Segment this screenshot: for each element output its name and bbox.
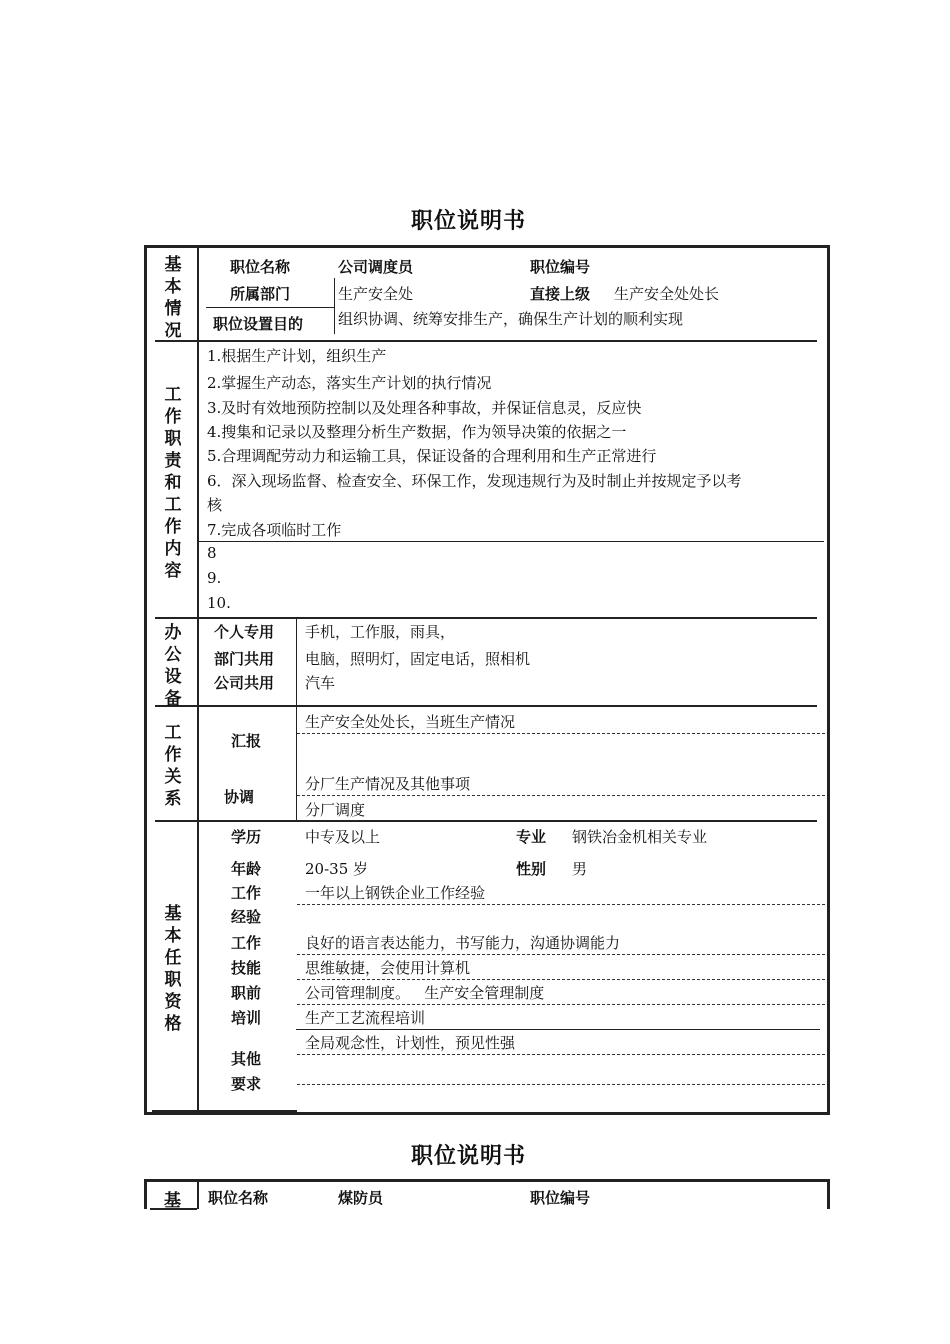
major-label: 专业 bbox=[516, 828, 547, 846]
personal-equipment-label: 个人专用 bbox=[214, 623, 275, 641]
skill-value: 思维敏捷，会使用计算机 bbox=[305, 959, 471, 977]
dashed-line bbox=[297, 1084, 825, 1085]
skill-label: 工作 bbox=[231, 934, 262, 952]
superior-label: 直接上级 bbox=[530, 285, 591, 303]
dashed-line bbox=[297, 954, 825, 955]
coordinate-value: 分厂生产情况及其他事项 bbox=[305, 775, 471, 793]
left-column-divider bbox=[197, 248, 199, 1112]
experience-label: 工作 bbox=[231, 884, 262, 902]
major-value: 钢铁冶金机相关专业 bbox=[572, 828, 708, 846]
duty-item: 10. bbox=[207, 594, 231, 612]
personal-equipment-value: 手机，工作服，雨具， bbox=[305, 623, 456, 641]
duty-item: 9. bbox=[207, 569, 222, 587]
basic-label-divider bbox=[334, 278, 335, 334]
company-equipment-label: 公司共用 bbox=[214, 674, 275, 692]
company-equipment-value: 汽车 bbox=[305, 674, 336, 692]
coordinate-value: 分厂调度 bbox=[305, 801, 366, 819]
education-label: 学历 bbox=[231, 828, 262, 846]
superior-value: 生产安全处处长 bbox=[614, 285, 720, 303]
other-value: 全局观念性，计划性，预见性强 bbox=[305, 1034, 516, 1052]
dept-equipment-label: 部门共用 bbox=[214, 650, 275, 668]
coordinate-label: 协调 bbox=[224, 788, 255, 806]
education-value: 中专及以上 bbox=[305, 828, 381, 846]
relations-label-divider bbox=[296, 707, 297, 820]
duty-item: 6．深入现场监督、检查安全、环保工作，发现违规行为及时制止并按规定予以考 bbox=[207, 472, 742, 490]
training-value: 公司管理制度。 生产安全管理制度 bbox=[305, 984, 545, 1002]
form-2-column-divider bbox=[197, 1182, 199, 1209]
department-value: 生产安全处 bbox=[338, 285, 414, 303]
divider-relations bbox=[155, 820, 817, 822]
position-code-label: 职位编号 bbox=[530, 258, 591, 276]
gender-value: 男 bbox=[572, 860, 588, 878]
dashed-line bbox=[297, 795, 825, 796]
divider-duties-mid bbox=[197, 541, 824, 542]
section-relations: 工作关系 bbox=[164, 723, 182, 809]
dashed-line bbox=[297, 733, 825, 734]
duty-item: 3.及时有效地预防控制以及处理各种事故，并保证信息灵，反应快 bbox=[207, 399, 642, 417]
form-frame-2-right bbox=[827, 1179, 830, 1209]
position-name-label: 职位名称 bbox=[230, 258, 291, 276]
basic-label-line bbox=[206, 307, 334, 308]
purpose-label: 职位设置目的 bbox=[213, 315, 304, 333]
experience-value: 一年以上钢铁企业工作经验 bbox=[305, 884, 486, 902]
training-label: 培训 bbox=[231, 1009, 262, 1027]
duty-item: 核 bbox=[207, 496, 223, 514]
duty-item: 4.搜集和记录以及整理分析生产数据，作为领导决策的依据之一 bbox=[207, 423, 627, 441]
divider-line bbox=[296, 1029, 820, 1030]
dept-equipment-value: 电脑，照明灯，固定电话，照相机 bbox=[305, 650, 531, 668]
form-frame-2-left bbox=[144, 1179, 147, 1209]
duty-item: 5.合理调配劳动力和运输工具，保证设备的合理利用和生产正常进行 bbox=[207, 447, 657, 465]
skill-value: 良好的语言表达能力，书写能力，沟通协调能力 bbox=[305, 934, 621, 952]
report-label: 汇报 bbox=[231, 732, 262, 750]
other-label: 要求 bbox=[231, 1075, 262, 1093]
dashed-line bbox=[297, 1004, 825, 1005]
equipment-label-divider bbox=[296, 619, 297, 705]
section-basic: 基本情况 bbox=[164, 255, 182, 341]
other-label: 其他 bbox=[231, 1050, 262, 1068]
age-label: 年龄 bbox=[231, 860, 262, 878]
dashed-line bbox=[297, 1054, 825, 1055]
position-name-label-2: 职位名称 bbox=[208, 1189, 269, 1207]
divider-basic bbox=[155, 340, 817, 342]
gender-label: 性别 bbox=[516, 860, 547, 878]
skill-label: 技能 bbox=[231, 959, 262, 977]
page-title-2: 职位说明书 bbox=[411, 1144, 527, 1169]
position-name-value-2: 煤防员 bbox=[338, 1189, 384, 1207]
position-name-value: 公司调度员 bbox=[338, 258, 414, 276]
duty-item: 7.完成各项临时工作 bbox=[207, 521, 342, 539]
dashed-line bbox=[297, 979, 825, 980]
divider-equipment bbox=[155, 705, 817, 707]
page-title: 职位说明书 bbox=[411, 209, 527, 234]
dashed-line bbox=[297, 904, 825, 905]
section-duties: 工作职责和工作内容 bbox=[164, 385, 182, 581]
duty-item: 1.根据生产计划，组织生产 bbox=[207, 347, 387, 365]
divider-bottom bbox=[152, 1110, 297, 1113]
training-label: 职前 bbox=[231, 984, 262, 1002]
age-value: 20-35 岁 bbox=[305, 860, 369, 878]
section-basic-2: 基 bbox=[164, 1191, 181, 1211]
report-value: 生产安全处处长，当班生产情况 bbox=[305, 713, 516, 731]
position-code-label-2: 职位编号 bbox=[530, 1189, 591, 1207]
department-label: 所属部门 bbox=[230, 285, 291, 303]
divider-duties bbox=[155, 617, 817, 619]
experience-label: 经验 bbox=[231, 908, 262, 926]
duty-item: 8 bbox=[207, 544, 217, 562]
section-equipment: 办公设备 bbox=[164, 623, 182, 709]
purpose-value: 组织协调、统筹安排生产，确保生产计划的顺利实现 bbox=[338, 310, 684, 328]
section-qualifications: 基本任职资格 bbox=[164, 904, 182, 1034]
form-frame-2-top bbox=[144, 1179, 830, 1182]
training-value: 生产工艺流程培训 bbox=[305, 1009, 426, 1027]
duty-item: 2.掌握生产动态，落实生产计划的执行情况 bbox=[207, 374, 492, 392]
